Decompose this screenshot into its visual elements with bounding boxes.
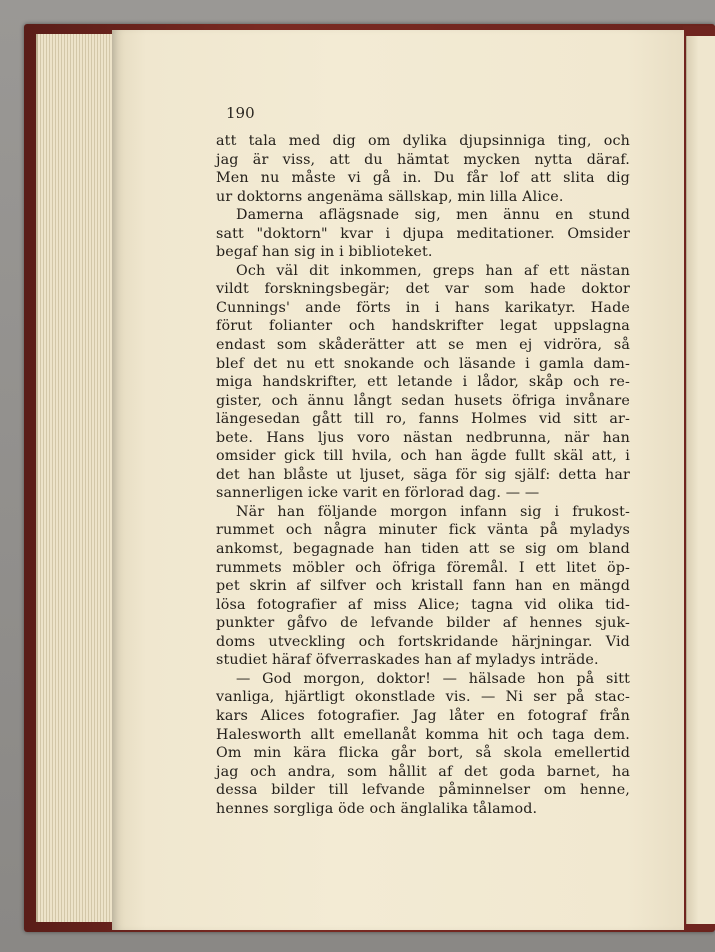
text-line: Halesworth allt emellanåt komma hit och taga dem.	[216, 726, 630, 743]
text-line: vanliga, hjärtligt okonstlade vis. — Ni ser på stac-	[216, 689, 630, 706]
text-line: hennes sorgliga öde och änglalika tålamod.	[216, 800, 538, 817]
text-line: kars Alices fotografier. Jag låter en fotograf från	[216, 707, 630, 724]
text-line: blef det nu ett snokande och läsande i gamla dam-	[216, 355, 630, 372]
text-line: lösa fotografier af miss Alice; tagna vid olika tid-	[216, 596, 630, 613]
text-line: satt "doktorn" kvar i djupa meditationer. Omsider	[216, 225, 630, 242]
text-line: gister, och ännu långt sedan husets öfriga invånare	[216, 392, 630, 409]
text-line: Damerna aflägsnade sig, men ännu en stund	[236, 207, 630, 224]
text-line: vildt forskningsbegär; det var som hade doktor	[216, 281, 630, 298]
body-text	[216, 132, 630, 818]
text-line: — God morgon, doktor! — hälsade hon på sitt	[236, 670, 630, 687]
text-line: begaf han sig in i biblioteket.	[216, 244, 433, 261]
text-line: jag och andra, som hållit af det goda barnet, ha	[216, 763, 630, 780]
text-line: Men nu måste vi gå in. Du får lof att slita dig	[216, 170, 630, 187]
text-line: punkter gåfvo de lefvande bilder af hennes sjuk-	[216, 615, 630, 632]
text-line: doms utveckling och fortskridande härjningar. Vid	[216, 633, 630, 650]
text-line: jag är viss, att du hämtat mycken nytta däraf.	[216, 151, 630, 168]
text-line: rummet och några minuter fick vänta på myladys	[216, 522, 630, 539]
facing-page-edge	[686, 36, 715, 924]
text-line: bete. Hans ljus voro nästan nedbrunna, när han	[216, 429, 630, 446]
text-line: Och väl dit inkommen, greps han af ett nästan	[236, 262, 630, 279]
text-line: omsider gick till hvila, och han ägde fullt skäl att, i	[216, 448, 630, 465]
text-line: ur doktorns angenäma sällskap, min lilla Alice.	[216, 188, 564, 205]
text-line: studiet häraf öfverraskades han af myladys inträde.	[216, 652, 599, 669]
text-line: När han följande morgon infann sig i frukost-	[236, 503, 630, 520]
text-line: miga handskrifter, ett letande i lådor, skåp och re-	[216, 374, 630, 391]
page-edges	[36, 34, 122, 922]
text-line: Om min kära flicka går bort, så skola emellertid	[216, 745, 630, 762]
text-line: det han blåste ut ljuset, säga för sig själf: detta har	[216, 466, 630, 483]
page-number: 190	[226, 104, 255, 122]
text-line: att tala med dig om dylika djupsinniga ting, och	[216, 133, 630, 149]
text-line: endast som skåderätter att se men ej vidröra, så	[216, 337, 630, 354]
text-line: längesedan gått till ro, fanns Holmes vid sitt ar-	[216, 411, 630, 428]
text-line: ankomst, begagnade han tiden att se sig om bland	[216, 541, 630, 558]
text-line: Cunnings' ande förts in i hans karikatyr. Hade	[216, 299, 630, 316]
text-line: förut folianter och handskrifter legat uppslagna	[216, 318, 630, 335]
text-line: rummets möbler och öfriga föremål. I ett litet öp-	[216, 559, 630, 576]
text-line: dessa bilder till lefvande påminnelser om henne,	[216, 782, 630, 799]
text-line: sannerligen icke varit en förlorad dag. — —	[216, 485, 540, 502]
text-line: pet skrin af silfver och kristall fann han en mängd	[216, 578, 630, 595]
